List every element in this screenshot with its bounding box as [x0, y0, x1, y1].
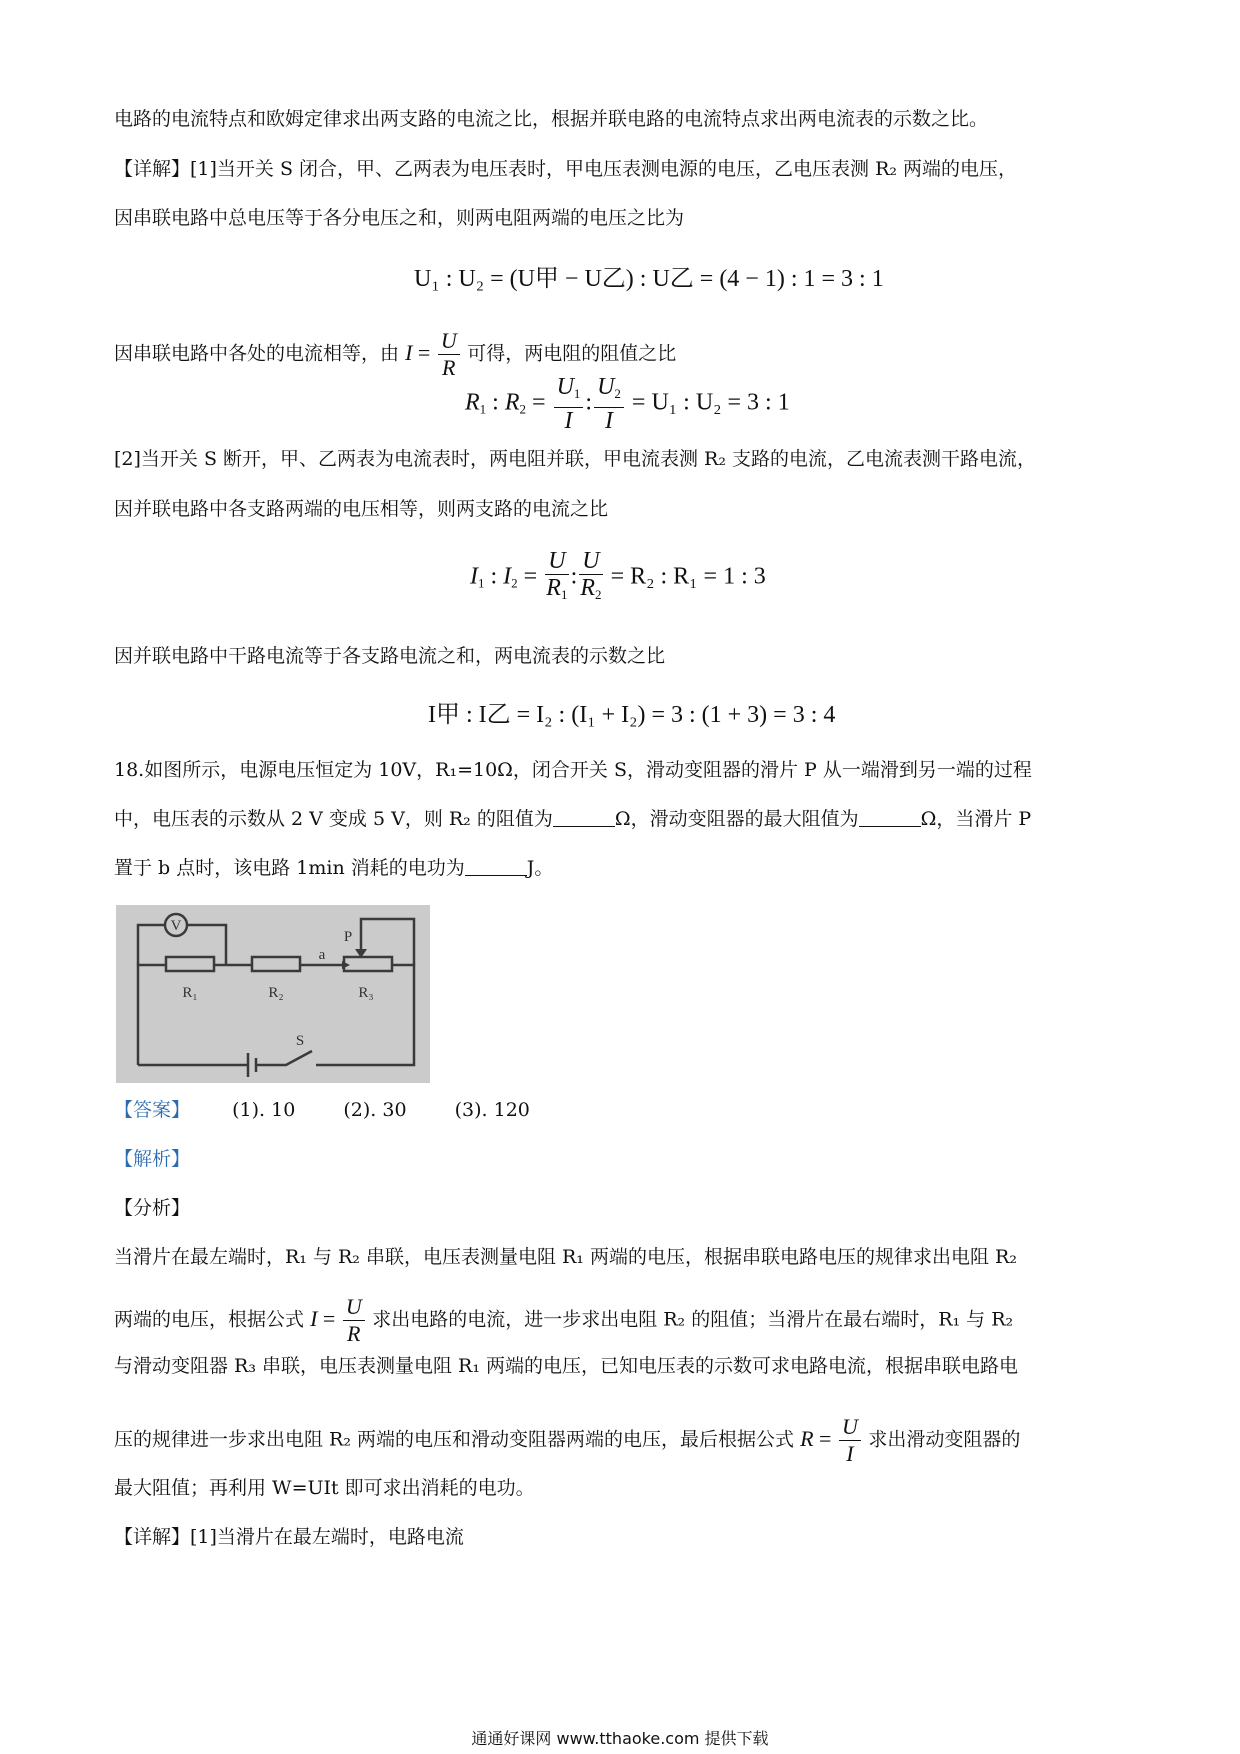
detail-line-6: 因并联电路中干路电流等于各支路电流之和，两电流表的示数之比 [114, 645, 666, 667]
fenxi-text-2b: 求出电路的电流，进一步求出电阻 R₂ 的阻值；当滑片在最右端时，R₁ 与 R₂ [372, 1308, 1014, 1331]
equation-voltage-ratio: U₁ : U₂ = (U甲 − U乙) : U乙 = (4 − 1) : 1 = 3 : 1 [414, 266, 884, 292]
formula-r-ui: R = $\frac{U}{I}$ [800, 1426, 868, 1451]
circuit-svg [116, 905, 430, 1083]
fenxi-line-4 [114, 1414, 1020, 1467]
equation-current-tail: = R₂ : R₁ = 1 : 3 [610, 563, 766, 590]
switch-s-label: S [295, 1033, 305, 1049]
question-18-line-1: 18.如图所示，电源电压恒定为 10V，R₁=10Ω，闭合开关 S，滑动变阻器的滑片 P 从一端滑到另一端的过程 [114, 759, 1032, 781]
answer-2: (2). 30 [343, 1099, 407, 1121]
detail-2-tag: 【详解】 [114, 1526, 191, 1548]
blank-rmax [859, 808, 921, 827]
detail-tag: 【详解】 [114, 158, 191, 180]
page-footer: 通通好课网 www.tthaoke.com 提供下载 [471, 1729, 769, 1748]
answer-line [114, 1097, 530, 1123]
detail-2-text: [1]当滑片在最左端时，电路电流 [190, 1526, 464, 1548]
r2-label: R₂ [268, 985, 284, 1001]
detail-line-5: 因并联电路中各支路两端的电压相等，则两支路的电流之比 [114, 498, 609, 520]
para-1: 电路的电流特点和欧姆定律求出两支路的电流之比，根据并联电路的电流特点求出两电流表的示数之比。 [114, 108, 989, 130]
q18-text-2a: 中，电压表的示数从 2 V 变成 5 V，则 R₂ 的阻值为 [114, 808, 553, 830]
detail-line-1 [114, 156, 1017, 182]
fenxi-line-5: 最大阻值；再利用 W=UIt 即可求出消耗的电功。 [114, 1477, 535, 1499]
equation-meter-ratio: I甲 : I乙 = I₂ : (I₁ + I₂) = 3 : (1 + 3) = 3 : 4 [428, 702, 836, 728]
r3-label: R₃ [358, 985, 374, 1001]
detail-text-1: [1]当开关 S 闭合，甲、乙两表为电压表时，甲电压表测电源的电压，乙电压表测 R₂ 两端的电压， [190, 158, 1018, 180]
fenxi-line-2 [114, 1294, 1013, 1347]
fenxi-text-4a: 压的规律进一步求出电阻 R₂ 两端的电压和滑动变阻器两端的电压，最后根据公式 [114, 1428, 795, 1451]
equation-resistance-tail: = U₁ : U₂ = 3 : 1 [631, 389, 790, 416]
question-18-line-2 [114, 806, 1031, 832]
slider-p-label: P [343, 929, 353, 945]
answer-3: (3). 120 [454, 1099, 530, 1121]
detail-text-3b: 可得，两电阻的阻值之比 [467, 342, 677, 365]
fenxi-line-1: 当滑片在最左端时，R₁ 与 R₂ 串联，电压表测量电阻 R₁ 两端的电压，根据串联电路电压的规律求出电阻 R₂ [114, 1246, 1017, 1268]
fenxi-tag: 【分析】 [114, 1197, 191, 1219]
answer-1: (1). 10 [232, 1099, 296, 1121]
detail-line-4: [2]当开关 S 断开，甲、乙两表为电流表时，两电阻并联，甲电流表测 R₂ 支路的电流，乙电流表测干路电流， [114, 448, 1037, 470]
ohm-law-formula: I = $\frac{U}{R}$ [405, 340, 467, 365]
equation-current-ratio: $I_1$ : $I_2$ = $\frac{U}{R_1}$ : $\frac{U}{R_2}$ = R₂ : R₁ = 1 : 3 [470, 548, 766, 602]
detail-text-3a: 因串联电路中各处的电流相等，由 [114, 342, 400, 365]
fenxi-text-4b: 求出滑动变阻器的 [868, 1428, 1021, 1451]
q18-text-2b: Ω，滑动变阻器的最大阻值为 [614, 808, 859, 830]
fenxi-line-3: 与滑动变阻器 R₃ 串联，电压表测量电阻 R₁ 两端的电压，已知电压表的示数可求电路电流，根据串联电路电 [114, 1355, 1019, 1377]
circuit-diagram [116, 905, 430, 1083]
fenxi-text-2a: 两端的电压，根据公式 [114, 1308, 305, 1331]
q18-text-3b: J。 [526, 857, 554, 879]
blank-r2 [553, 808, 615, 827]
q18-text-3a: 置于 b 点时，该电路 1min 消耗的电功为 [114, 857, 465, 879]
formula-i-ur: I = $\frac{U}{R}$ [310, 1306, 372, 1331]
detail-2-line [114, 1524, 464, 1550]
equation-resistance-ratio: $R_1$ : $R_2$ = $\frac{U_1}{I}$ : $\frac{U_2}{I}$ = U₁ : U₂ = 3 : 1 [465, 374, 790, 434]
question-18-line-3 [114, 855, 553, 881]
jiexi-tag: 【解析】 [114, 1148, 191, 1170]
detail-line-2: 因串联电路中总电压等于各分电压之和，则两电阻两端的电压之比为 [114, 207, 685, 229]
point-a-label: a [318, 947, 326, 963]
q18-text-2c: Ω，当滑片 P [920, 808, 1032, 830]
blank-work [465, 857, 527, 876]
voltmeter-label: V [170, 918, 182, 934]
r1-label: R₁ [182, 985, 198, 1001]
answer-tag: 【答案】 [114, 1099, 191, 1121]
